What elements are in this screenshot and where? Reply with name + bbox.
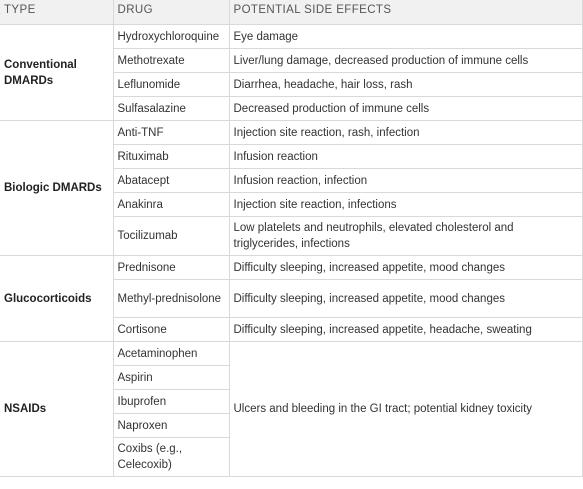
table-row (0, 121, 582, 145)
header-drug: DRUG (113, 0, 229, 25)
drug-cell: Sulfasalazine (113, 97, 229, 121)
type-cell-glucocorticoids: Glucocorticoids (0, 256, 113, 342)
drug-cell: Cortisone (113, 318, 229, 342)
type-cell-nsaids: NSAIDs (0, 342, 113, 477)
table-row (0, 342, 582, 366)
header-type: TYPE (0, 0, 113, 25)
side-effects-cell: Injection site reaction, infections (229, 193, 582, 217)
drug-cell: Rituximab (113, 145, 229, 169)
side-effects-cell: Difficulty sleeping, increased appetite, mood changes (229, 280, 582, 318)
table-header-row (0, 0, 582, 25)
side-effects-cell: Eye damage (229, 25, 582, 49)
type-cell-biologic-dmards: Biologic DMARDs (0, 121, 113, 256)
drug-cell: Tocilizumab (113, 217, 229, 256)
side-effects-cell: Liver/lung damage, decreased production of immune cells (229, 49, 582, 73)
side-effects-cell: Diarrhea, headache, hair loss, rash (229, 73, 582, 97)
drug-cell: Hydroxychloroquine (113, 25, 229, 49)
drug-cell: Acetaminophen (113, 342, 229, 366)
drug-cell: Leflunomide (113, 73, 229, 97)
side-effects-cell: Difficulty sleeping, increased appetite, headache, sweating (229, 318, 582, 342)
drug-cell: Aspirin (113, 366, 229, 390)
side-effects-cell: Difficulty sleeping, increased appetite, mood changes (229, 256, 582, 280)
drug-cell: Methyl-prednisolone (113, 280, 229, 318)
drug-cell: Methotrexate (113, 49, 229, 73)
drug-cell: Ibuprofen (113, 390, 229, 414)
drug-cell: Anti-TNF (113, 121, 229, 145)
table-row (0, 256, 582, 280)
drug-cell: Abatacept (113, 169, 229, 193)
drug-cell: Coxibs (e.g., Celecoxib) (113, 438, 229, 477)
header-side-effects: POTENTIAL SIDE EFFECTS (229, 0, 582, 25)
side-effects-cell: Ulcers and bleeding in the GI tract; potential kidney toxicity (229, 342, 582, 477)
side-effects-cell: Infusion reaction, infection (229, 169, 582, 193)
drug-cell: Prednisone (113, 256, 229, 280)
side-effects-cell: Low platelets and neutrophils, elevated cholesterol and triglycerides, infections (229, 217, 582, 256)
side-effects-cell: Injection site reaction, rash, infection (229, 121, 582, 145)
table-row (0, 25, 582, 49)
drug-cell: Anakinra (113, 193, 229, 217)
side-effects-cell: Decreased production of immune cells (229, 97, 582, 121)
drug-cell: Naproxen (113, 414, 229, 438)
side-effects-cell: Infusion reaction (229, 145, 582, 169)
type-cell-conventional-dmards: Conventional DMARDs (0, 25, 113, 121)
